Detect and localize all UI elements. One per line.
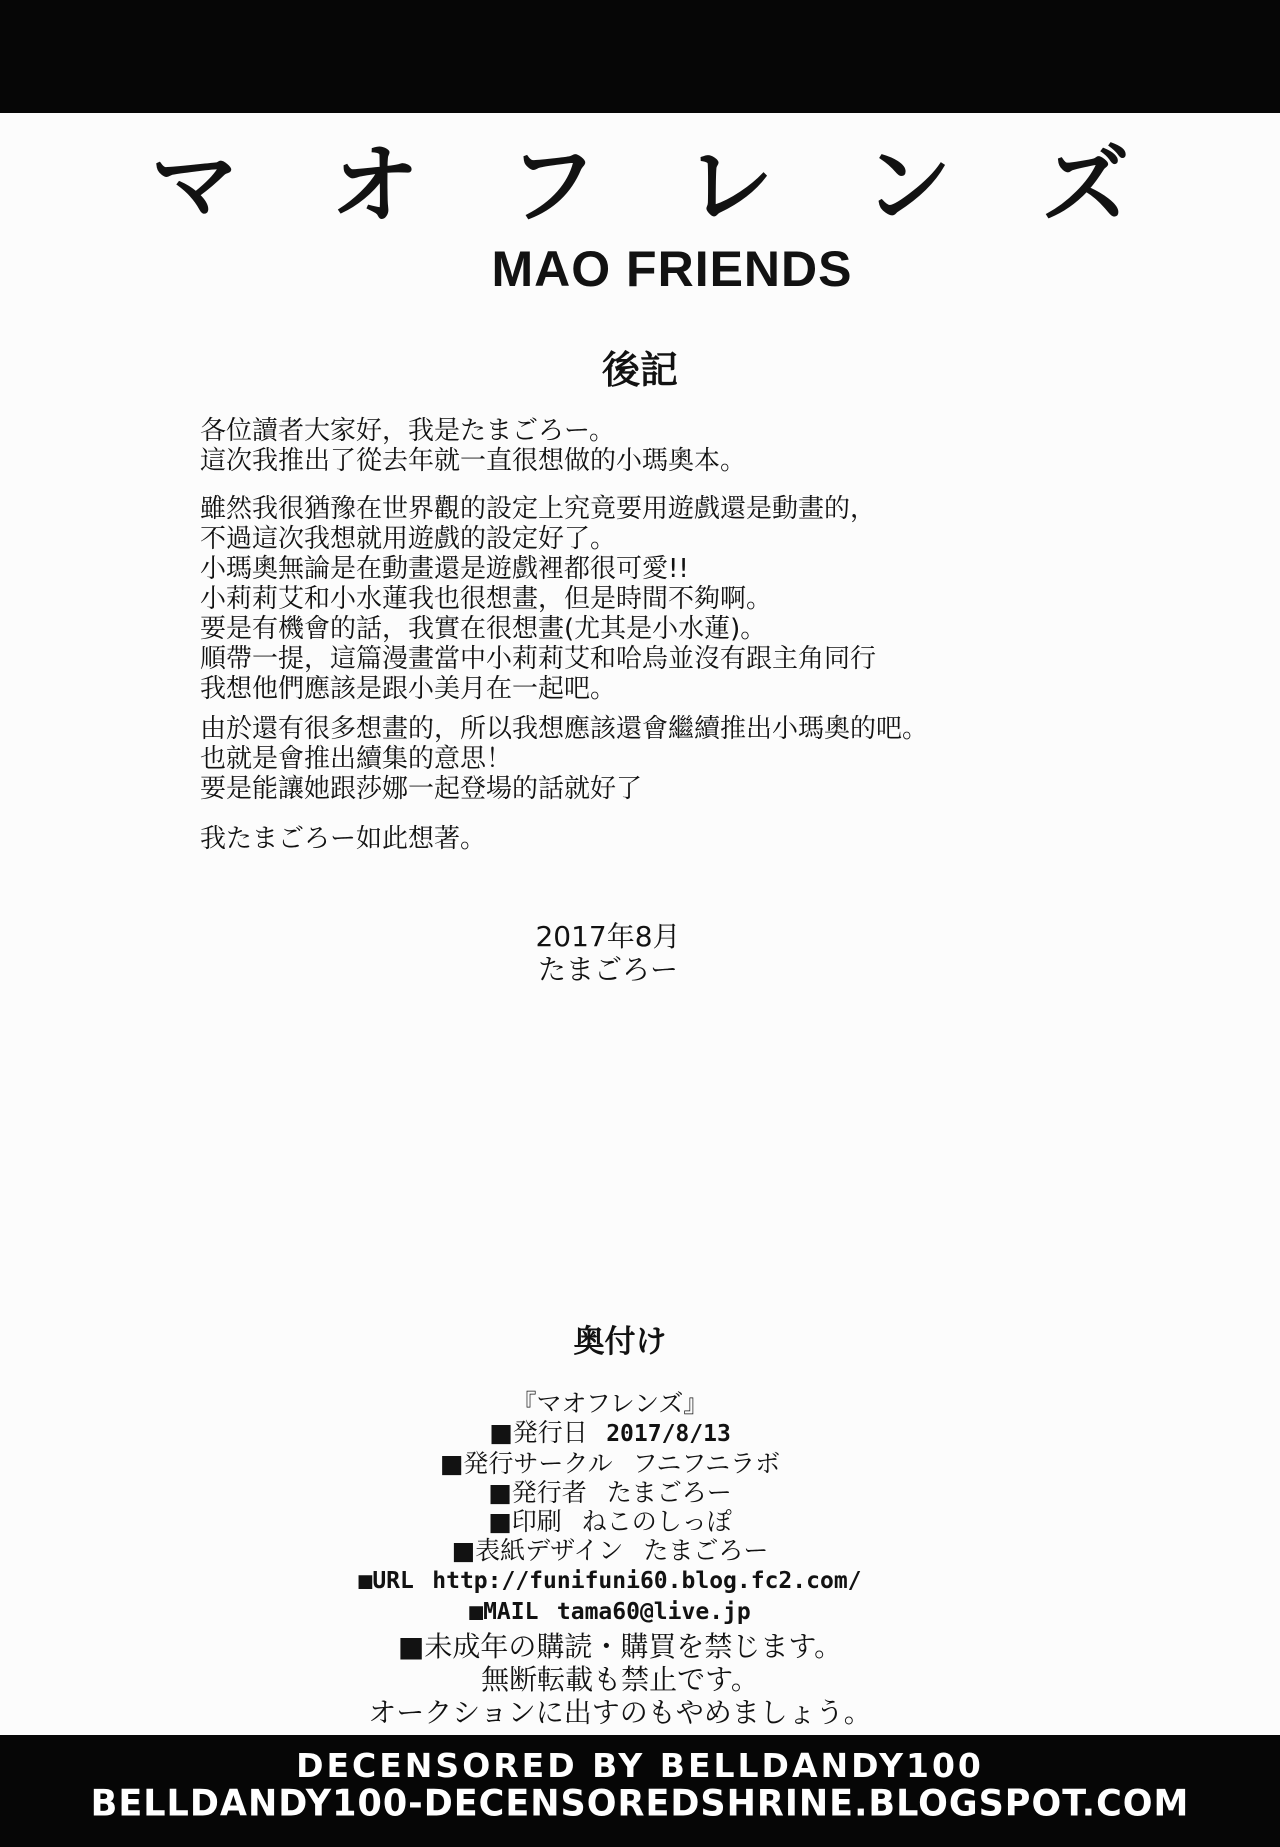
colophon-value: フニフニラボ [632, 1449, 781, 1478]
afterword-paragraph-2 [200, 494, 1220, 704]
text-line: 我想他們應該是跟小美月在一起吧。 [200, 674, 617, 704]
colophon-entries [0, 1389, 1220, 1627]
colophon-value: たまごろー [643, 1536, 769, 1565]
afterword-signature [0, 920, 1216, 986]
colophon-value: ねこのしっぽ [581, 1507, 732, 1536]
publication-date: 2017年8月 [535, 920, 681, 953]
colophon-label: ■MAIL [469, 1599, 539, 1625]
colophon-entry-mail [0, 1596, 1220, 1627]
colophon-label: ■URL [358, 1568, 414, 1594]
decensor-site-line: BELLDANDY100-DECENSOREDSHRINE.BLOGSPOT.COM [90, 1783, 1190, 1826]
text-line: 順帶一提，這篇漫畫當中小莉莉艾和哈烏並沒有跟主角同行 [200, 644, 877, 674]
text-line: 由於還有很多想畫的，所以我想應該還會繼續推出小瑪奧的吧。 [200, 714, 929, 744]
mail-address-text: tama60@live.jp [556, 1599, 751, 1625]
colophon-value: 2017/8/13 [606, 1421, 731, 1447]
author-name: たまごろー [537, 953, 678, 986]
colophon-value: たまごろー [606, 1478, 732, 1507]
colophon-label: ■印刷 [488, 1507, 562, 1536]
colophon-label: ■表紙デザイン [451, 1536, 624, 1565]
text-line: 小莉莉艾和小水蓮我也很想畫，但是時間不夠啊。 [200, 584, 773, 614]
scan-border-top [0, 0, 1280, 113]
text-line: 不過這次我想就用遊戲的設定好了。 [200, 524, 617, 554]
afterword-paragraph-1 [200, 416, 1220, 476]
colophon-entry-cover-design [0, 1536, 1220, 1565]
afterword-paragraph-3 [200, 714, 1220, 804]
book-title-katakana: マオフレンズ [150, 134, 1222, 237]
text-line: 雖然我很猶豫在世界觀的設定上究竟要用遊戲還是動畫的， [200, 494, 877, 524]
afterword-heading: 後記 [601, 348, 678, 392]
colophon-heading: 奥付け [573, 1324, 667, 1360]
colophon-entry-printer [0, 1507, 1220, 1536]
colophon-label: ■発行日 [489, 1418, 588, 1447]
decensor-credit-line: DECENSORED BY BELLDANDY100 [296, 1746, 984, 1785]
colophon-entry-circle [0, 1449, 1220, 1478]
colophon-entry-url [0, 1565, 1220, 1596]
decensor-credit [0, 1735, 1280, 1847]
warning-line: オークションに出すのもやめましょう。 [368, 1696, 872, 1729]
text-line: 各位讀者大家好，我是たまごろー。 [200, 416, 615, 446]
text-line: 小瑪奧無論是在動畫還是遊戲裡都很可愛!! [200, 554, 689, 584]
book-title-latin: MAO FRIENDS [491, 241, 853, 297]
text-line: 這次我推出了從去年就一直很想做的小瑪奧本。 [200, 446, 747, 476]
warning-line: ■未成年の購読・購買を禁じます。 [397, 1630, 843, 1663]
text-line: 我たまごろー如此想著。 [200, 824, 487, 854]
warning-line: 無断転載も禁止です。 [481, 1663, 759, 1696]
colophon-entry-publish-date [0, 1418, 1220, 1449]
colophon-entry-publisher [0, 1478, 1220, 1507]
text-line: 要是有機會的話，我實在很想畫(尤其是小水蓮)。 [200, 614, 767, 644]
colophon-label: ■発行者 [488, 1478, 587, 1507]
text-line: 也就是會推出續集的意思！ [200, 744, 513, 774]
text-line: 要是能讓她跟莎娜一起登場的話就好了 [200, 774, 643, 804]
afterword-closing-line [200, 824, 1220, 854]
colophon-label: ■発行サークル [439, 1449, 613, 1478]
colophon-book-title [0, 1389, 1220, 1418]
colophon-warning [0, 1630, 1240, 1729]
colophon-label: 『マオフレンズ』 [511, 1389, 709, 1418]
site-url-text: http://funifuni60.blog.fc2.com/ [432, 1568, 862, 1594]
